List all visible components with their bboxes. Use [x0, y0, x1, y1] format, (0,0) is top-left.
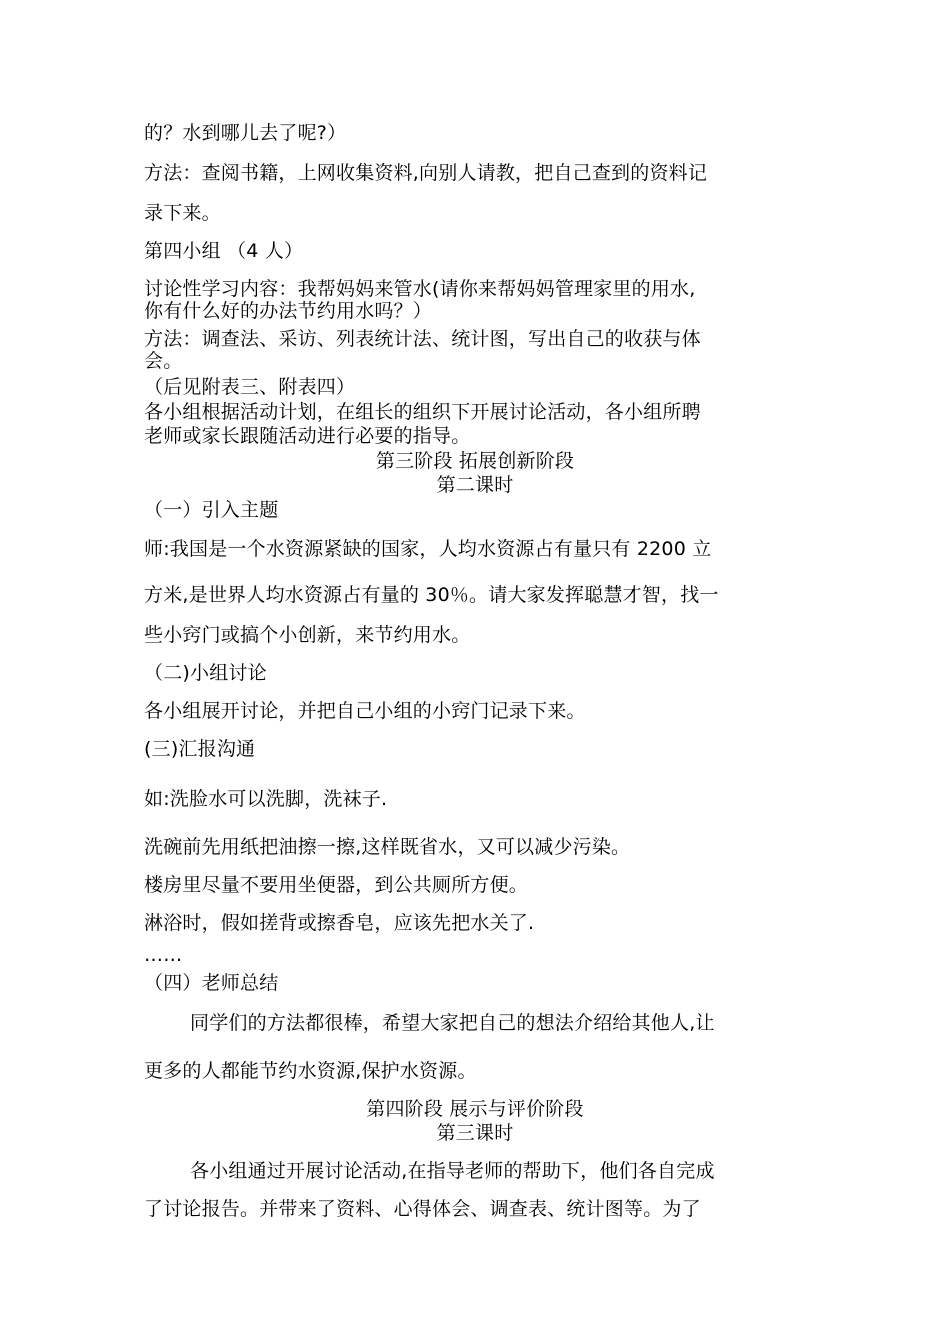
text-line: 方法：查阅书籍，上网收集资料,向别人请教，把自己查到的资料记	[144, 162, 708, 184]
text-line: 方法：调查法、采访、列表统计法、统计图，写出自己的收获与体	[144, 328, 701, 350]
text-line: 会。	[144, 350, 183, 372]
section-heading: （一）引入主题	[144, 499, 279, 521]
text-line: 同学们的方法都很棒，希望大家把自己的想法介绍给其他人,让	[190, 1012, 715, 1034]
text-line: 的？水到哪儿去了呢?）	[144, 122, 347, 144]
section-heading: （二)小组讨论	[144, 662, 267, 684]
text-line: 录下来。	[144, 202, 221, 224]
ellipsis: ……	[144, 944, 183, 966]
text-line: 各小组通过开展讨论活动,在指导老师的帮助下，他们各自完成	[190, 1160, 715, 1182]
text-line: 楼房里尽量不要用坐便器，到公共厕所方便。	[144, 874, 529, 896]
text-line: 更多的人都能节约水资源,保护水资源。	[144, 1060, 477, 1082]
section-heading: (三)汇报沟通	[144, 738, 256, 760]
text-line: 各小组展开讨论，并把自己小组的小窍门记录下来。	[144, 700, 586, 722]
text-line: 讨论性学习内容：我帮妈妈来管水(请你来帮妈妈管理家里的用水,	[144, 278, 696, 300]
section-heading: （四）老师总结	[144, 972, 279, 994]
text-line: 淋浴时，假如搓背或擦香皂，应该先把水关了.	[144, 912, 535, 934]
group-heading: 第四小组 （4 人）	[144, 240, 304, 262]
stage-heading: 第三阶段 拓展创新阶段	[375, 450, 575, 472]
text-line: 你有什么好的办法节约用水吗？）	[144, 300, 433, 322]
text-line: （后见附表三、附表四）	[144, 376, 356, 398]
text-line: 了讨论报告。并带来了资料、心得体会、调查表、统计图等。为了	[144, 1198, 701, 1220]
lesson-heading: 第三课时	[436, 1122, 514, 1144]
text-line: 些小窍门或搞个小创新，来节约用水。	[144, 624, 471, 646]
text-line: 方米,是世界人均水资源占有量的 30％。请大家发挥聪慧才智，找一	[144, 584, 719, 606]
text-line: 各小组根据活动计划，在组长的组织下开展讨论活动，各小组所聘	[144, 401, 701, 423]
lesson-heading: 第二课时	[436, 474, 514, 496]
text-line: 洗碗前先用纸把油擦一擦,这样既省水，又可以减少污染。	[144, 836, 631, 858]
text-line: 师:我国是一个水资源紧缺的国家，人均水资源占有量只有 2200 立	[144, 538, 712, 560]
text-line: 如:洗脸水可以洗脚，洗袜子.	[144, 788, 388, 810]
text-line: 老师或家长跟随活动进行必要的指导。	[144, 425, 471, 447]
stage-heading: 第四阶段 展示与评价阶段	[366, 1098, 584, 1120]
